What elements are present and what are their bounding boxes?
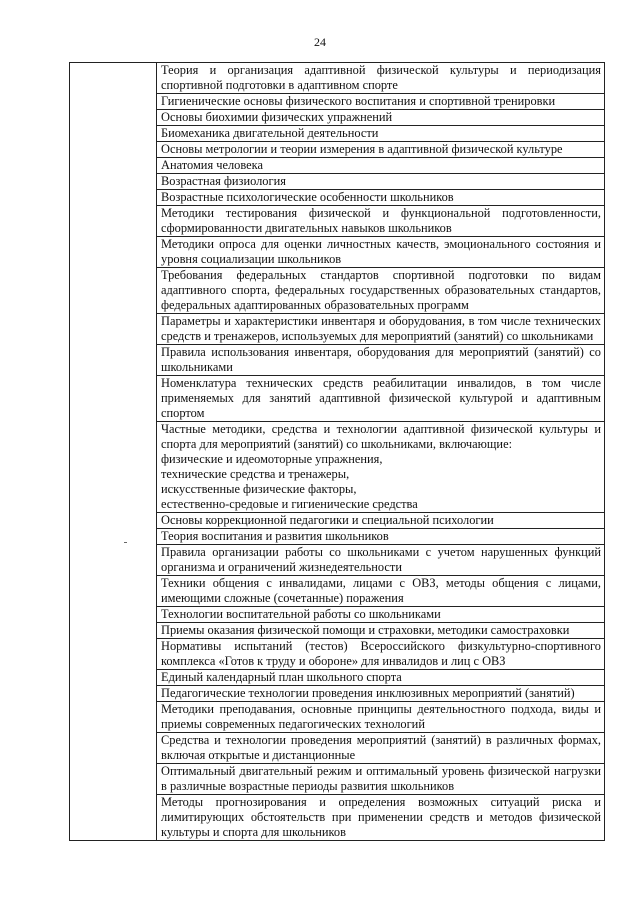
knowledge-item: Возрастные психологические особенности школьников [157,190,605,206]
knowledge-item [157,422,605,513]
knowledge-item: Нормативы испытаний (тестов) Всероссийского физкультурно-спортивного комплекса «Готов к труду и обороне» для инвалидов и лиц с ОВЗ [157,639,605,670]
requirements-table-wrapper [69,62,605,841]
knowledge-item: Техники общения с инвалидами, лицами с ОВЗ, методы общения с лицами, имеющими сложные (сочетанные) поражения [157,576,605,607]
knowledge-item: Возрастная физиология [157,174,605,190]
knowledge-item: Основы коррекционной педагогики и специальной психологии [157,513,605,529]
knowledge-item: Технологии воспитательной работы со школьниками [157,607,605,623]
knowledge-item: Средства и технологии проведения мероприятий (занятий) в различных формах, включая открытые и дистанционные [157,733,605,764]
knowledge-item: Правила использования инвентаря, оборудования для мероприятий (занятий) со школьниками [157,345,605,376]
knowledge-item: Основы метрологии и теории измерения в адаптивной физической культуре [157,142,605,158]
knowledge-item-line: физические и идеомоторные упражнения, [161,452,383,466]
knowledge-item: Методики тестирования физической и функциональной подготовленности, сформированности двигательных навыков школьников [157,206,605,237]
knowledge-item: Педагогические технологии проведения инклюзивных мероприятий (занятий) [157,686,605,702]
page-number: 24 [314,35,326,49]
knowledge-item: Приемы оказания физической помощи и страховки, методики самостраховки [157,623,605,639]
knowledge-item-line: естественно-средовые и гигиенические средства [161,497,418,511]
knowledge-item: Методики опроса для оценки личностных качеств, эмоционального состояния и уровня социализации школьников [157,237,605,268]
requirements-table [69,62,605,841]
knowledge-item: Анатомия человека [157,158,605,174]
table-body [70,63,605,841]
knowledge-item: Правила организации работы со школьниками с учетом нарушенных функций организма и ограничений жизнедеятельности [157,545,605,576]
knowledge-item-line: искусственные физические факторы, [161,482,357,496]
knowledge-item: Параметры и характеристики инвентаря и оборудования, в том числе технических средств и тренажеров, используемых для мероприятий (занятий) со школьниками [157,314,605,345]
knowledge-item-line: технические средства и тренажеры, [161,467,350,481]
knowledge-item: Методики преподавания, основные принципы деятельностного подхода, виды и приемы современных педагогических технологий [157,702,605,733]
table-row [70,63,605,94]
knowledge-item: Теория воспитания и развития школьников [157,529,605,545]
stray-mark [124,542,127,543]
knowledge-item: Биомеханика двигательной деятельности [157,126,605,142]
knowledge-item-line: Частные методики, средства и технологии адаптивной физической культуры и спорта для мероприятий (занятий) со школьниками, включающие: [161,422,601,451]
knowledge-item: Требования федеральных стандартов спортивной подготовки по видам адаптивного спорта, федеральных государственных образовательных стандартов, федеральных адаптированных образовательных программ [157,268,605,314]
knowledge-item: Номенклатура технических средств реабилитации инвалидов, в том числе применяемых для занятий адаптивной физической культурой и адаптивным спортом [157,376,605,422]
knowledge-item: Основы биохимии физических упражнений [157,110,605,126]
left-column-cell [70,63,157,841]
knowledge-item: Теория и организация адаптивной физической культуры и периодизация спортивной подготовки в адаптивном спорте [157,63,605,94]
knowledge-item: Единый календарный план школьного спорта [157,670,605,686]
knowledge-item: Методы прогнозирования и определения возможных ситуаций риска и лимитирующих обстоятельств при применении средств и методов физической культуры и спорта для школьников [157,795,605,841]
knowledge-item: Гигиенические основы физического воспитания и спортивной тренировки [157,94,605,110]
knowledge-item: Оптимальный двигательный режим и оптимальный уровень физической нагрузки в различные возрастные периоды развития школьников [157,764,605,795]
